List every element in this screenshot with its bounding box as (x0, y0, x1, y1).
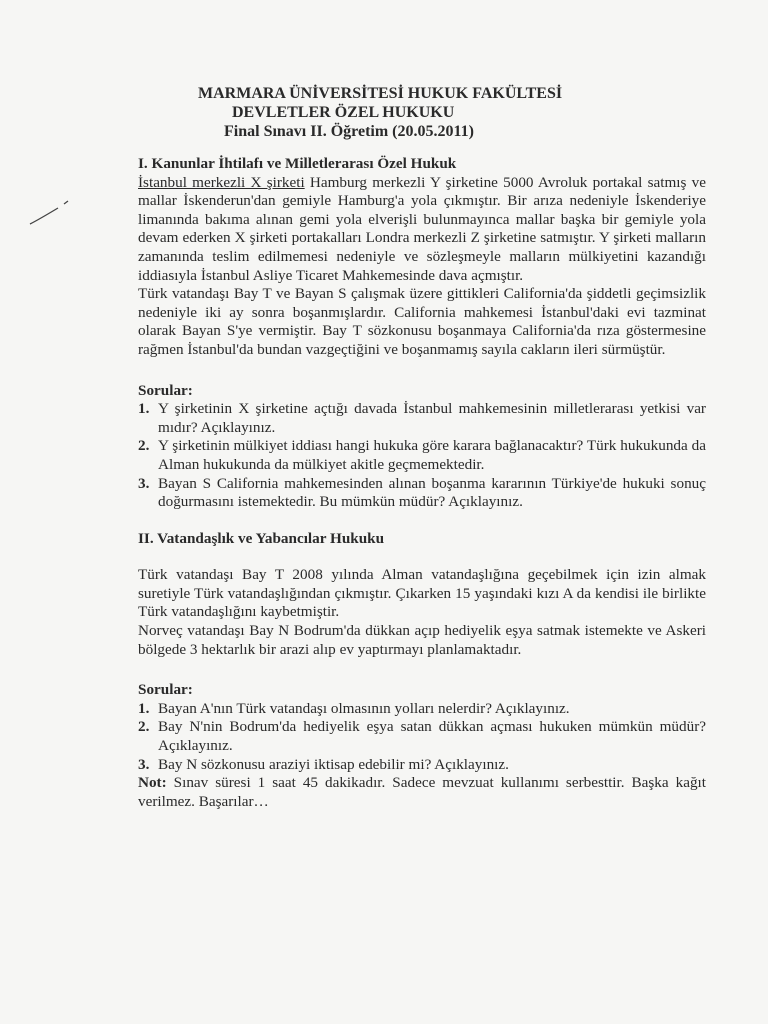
question-text: Bay N'nin Bodrum'da hediyelik eşya satan dükkan açması hukuken mümkün müdür? Açıklayınız. (158, 718, 706, 755)
question-text: Bayan A'nın Türk vatandaşı olmasının yolları nelerdir? Açıklayınız. (158, 699, 570, 717)
university-title: MARMARA ÜNİVERSİTESİ HUKUK FAKÜLTESİ (198, 85, 563, 102)
question-text: Bay N sözkonusu araziyi iktisap edebilir mi? Açıklayınız. (158, 755, 509, 773)
question-number: 2. (138, 437, 150, 455)
question-text: Y şirketinin X şirketine açtığı davada İstanbul mahkemesinin milletlerarası yetkisi var mıdır? Açıklayınız. (158, 400, 706, 436)
section-1-title: I. Kanunlar İhtilafı ve Milletlerarası Özel Hukuk (138, 155, 457, 172)
question-text: Bayan S California mahkemesinden alınan boşanma kararının Türkiye'de hukuki sonuç doğurmasını istemektedir. Bu mümkün müdür? Açıklayınız. (158, 474, 706, 511)
question-item (138, 400, 706, 437)
section-1-paragraph-2: Türk vatandaşı Bay T ve Bayan S çalışmak üzere gittikleri California'da şiddetli geçimsizlik nedeniyle iki ay sonra boşanmışlardır. California mahkemesi İstanbul'daki evi tazminat olarak Bayan S'ye vermiştir. Bay T sözkonusu boşanmaya California'da rıza göstermesine rağmen İstanbul'da bundan vazgeçtiğini ve boşanmamış sayıla cakların ileri sürmüştür. (138, 285, 706, 358)
question-number: 1. (138, 699, 150, 717)
section-2-questions-title: Sorular: (138, 681, 193, 699)
exam-note (138, 774, 706, 811)
question-number: 3. (138, 474, 150, 492)
section-2-questions (138, 700, 706, 774)
note-text: Sınav süresi 1 saat 45 dakikadır. Sadece mevzuat kullanımı serbesttir. Başka kağıt verilmez. Başarılar… (138, 774, 706, 810)
section-2-paragraph-2: Norveç vatandaşı Bay N Bodrum'da dükkan açıp hediyelik eşya satmak istemekte ve Askeri bölgede 3 hektarlık bir arazi alıp ev yaptırmayı planlamaktadır. (138, 622, 706, 658)
question-text: Y şirketinin mülkiyet iddiası hangi hukuka göre karara bağlanacaktır? Türk hukukunda da Alman hukukunda da mülkiyet akitle geçmemektedir. (158, 437, 706, 473)
question-number: 2. (138, 718, 150, 736)
course-title: DEVLETLER ÖZEL HUKUKU (232, 104, 455, 121)
question-number: 1. (138, 400, 150, 418)
section-2-paragraph-1: Türk vatandaşı Bay T 2008 yılında Alman vatandaşlığına geçebilmek için izin almak suretiyle Türk vatandaşlığından çıkmıştır. Çıkarken 15 yaşındaki kızı A da kendisi ile birlikte Türk vatandaşlığını kaybetmiştir. (138, 566, 706, 621)
section-1-questions-title: Sorular: (138, 381, 193, 399)
pen-mark-icon (28, 196, 72, 226)
question-item (138, 475, 706, 512)
question-item (138, 437, 706, 474)
question-item (138, 756, 706, 775)
exam-title: Final Sınavı II. Öğretim (20.05.2011) (224, 123, 474, 140)
underlined-phrase: İstanbul merkezli X şirketi (138, 173, 305, 191)
question-item (138, 718, 706, 755)
question-number: 3. (138, 755, 150, 773)
question-item (138, 700, 706, 719)
note-label: Not: (138, 774, 167, 792)
section-1-questions (138, 400, 706, 512)
section-1-paragraph-1 (138, 174, 706, 286)
section-1-paragraph-1-text: Hamburg merkezli Y şirketine 5000 Avroluk portakal satmış ve mallar İskenderun'dan gemiyle Hamburg'a yola çıkmıştır. Bir arıza nedeniyle İskenderiye limanında bakıma alınan gemi yola elverişli bulunmayınca mallar başka bir gemiyle yola devam ederken X şirketi portakalları Londra merkezli Z şirketine satmıştır. Y şirketi malların zamanında teslim edilmemesi nedeniyle ve sözleşmeyle malların mülkiyetini kazandığı iddiasıyla İstanbul Asliye Ticaret Mahkemesinde dava açmıştır. (138, 173, 706, 284)
exam-header (180, 84, 600, 141)
exam-content (138, 155, 706, 811)
section-2-title: II. Vatandaşlık ve Yabancılar Hukuku (138, 529, 385, 547)
